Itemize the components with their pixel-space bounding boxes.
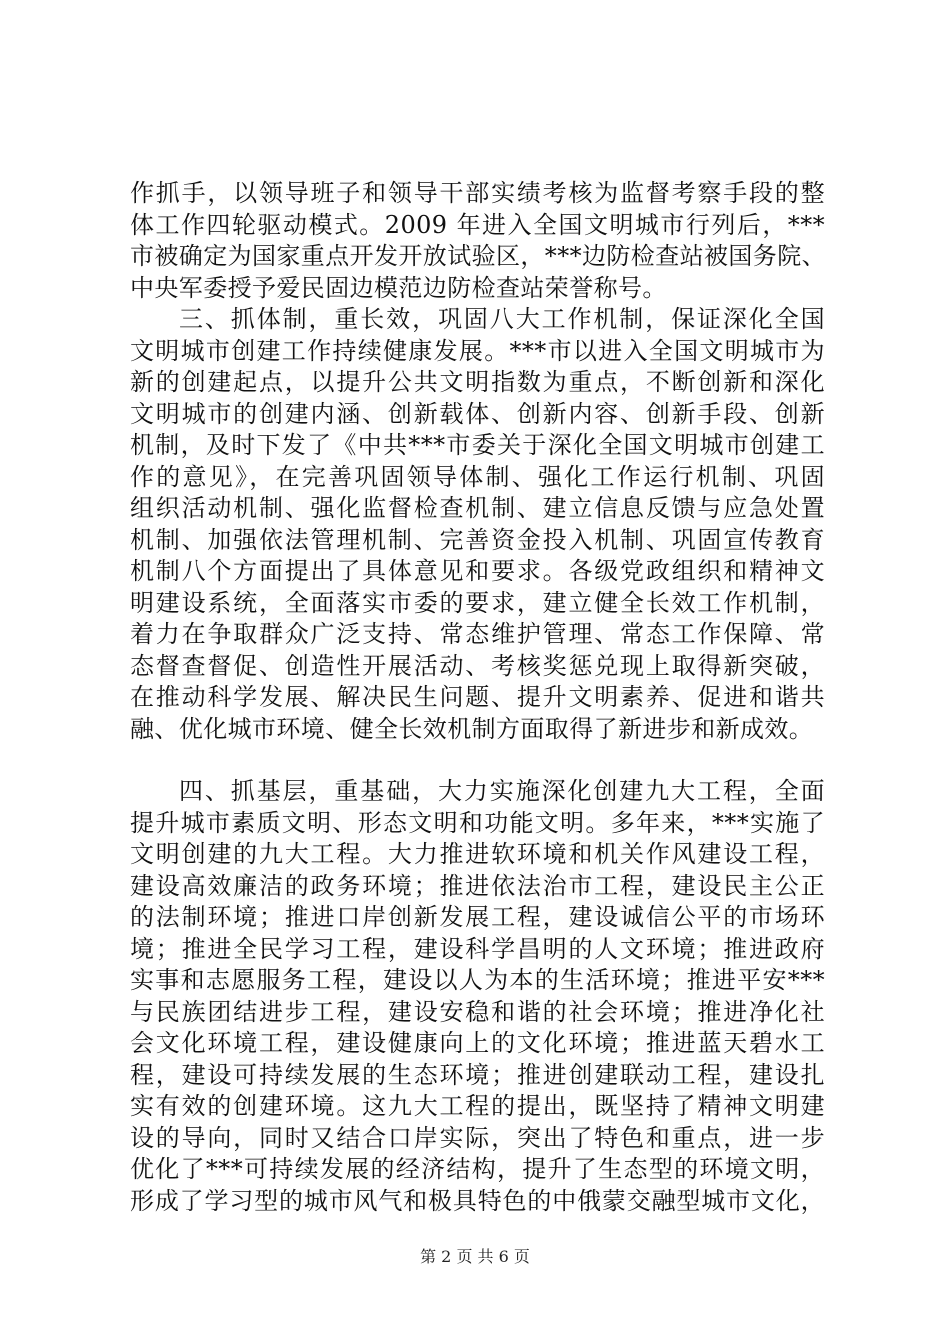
text-line: 态督查督促、创造性开展活动、考核奖惩兑现上取得新突破， — [130, 651, 825, 680]
paragraph-three — [130, 304, 825, 745]
text-line: 文明城市的创建内涵、创新载体、创新内容、创新手段、创新 — [130, 399, 825, 428]
text-line: 作抓手，以领导班子和领导干部实绩考核为监督考察手段的整 — [130, 179, 825, 207]
paragraph-gap — [130, 745, 825, 776]
text-line: 实有效的创建环境。这九大工程的提出，既坚持了精神文明建 — [130, 1092, 825, 1120]
text-line: 文明城市创建工作持续健康发展。***市以进入全国文明城市为 — [130, 336, 825, 365]
text-line: 提升城市素质文明、形态文明和功能文明。多年来，***实施了 — [130, 808, 825, 837]
text-line: 明建设系统，全面落实市委的要求，建立健全长效工作机制， — [130, 588, 825, 617]
text-line: 机制、加强依法管理机制、完善资金投入机制、巩固宣传教育 — [130, 525, 825, 554]
text-line: 机制八个方面提出了具体意见和要求。各级党政组织和精神文 — [130, 557, 825, 585]
text-line: 组织活动机制、强化监督检查机制、建立信息反馈与应急处置 — [130, 494, 825, 522]
text-line: 三、抓体制，重长效，巩固八大工作机制，保证深化全国 — [179, 305, 825, 333]
text-line: 实事和志愿服务工程，建设以人为本的生活环境；推进平安*** — [130, 966, 825, 994]
text-line: 程，建设可持续发展的生态环境；推进创建联动工程，建设扎 — [130, 1060, 825, 1089]
text-line: 中央军委授予爱民固边模范边防检查站荣誉称号。 — [130, 273, 667, 302]
text-line: 着力在争取群众广泛支持、常态维护管理、常态工作保障、常 — [130, 620, 825, 648]
text-line: 文明创建的九大工程。大力推进软环境和机关作风建设工程， — [130, 840, 825, 868]
document-body — [130, 178, 825, 1217]
text-line: 的法制环境；推进口岸创新发展工程，建设诚信公平的市场环 — [130, 903, 825, 931]
text-line: 优化了***可持续发展的经济结构，提升了生态型的环境文明， — [130, 1155, 825, 1183]
paragraph-continued — [130, 178, 825, 304]
text-line: 与民族团结进步工程，建设安稳和谐的社会环境；推进净化社 — [130, 997, 825, 1026]
text-line: 形成了学习型的城市风气和极具特色的中俄蒙交融型城市文化， — [130, 1186, 825, 1215]
text-line: 机制，及时下发了《中共***市委关于深化全国文明城市创建工 — [130, 431, 825, 459]
text-line: 在推动科学发展、解决民生问题、提升文明素养、促进和谐共 — [130, 683, 825, 711]
text-line: 作的意见》，在完善巩固领导体制、强化工作运行机制、巩固 — [130, 462, 825, 491]
text-line: 会文化环境工程，建设健康向上的文化环境；推进蓝天碧水工 — [130, 1029, 825, 1057]
text-line: 四、抓基层，重基础，大力实施深化创建九大工程，全面 — [179, 777, 825, 805]
text-line: 体工作四轮驱动模式。2009 年进入全国文明城市行列后，*** — [130, 210, 825, 239]
text-line: 设的导向，同时又结合口岸实际，突出了特色和重点，进一步 — [130, 1123, 825, 1152]
text-line: 融、优化城市环境、健全长效机制方面取得了新进步和新成效。 — [130, 714, 814, 743]
paragraph-four — [130, 776, 825, 1217]
text-line: 境；推进全民学习工程，建设科学昌明的人文环境；推进政府 — [130, 934, 825, 963]
text-line: 市被确定为国家重点开发开放试验区，***边防检查站被国务院、 — [130, 242, 826, 270]
text-line: 建设高效廉洁的政务环境；推进依法治市工程，建设民主公正 — [130, 871, 825, 900]
text-line: 新的创建起点，以提升公共文明指数为重点，不断创新和深化 — [130, 368, 825, 396]
page-number-footer: 第 2 页 共 6 页 — [420, 1247, 530, 1266]
